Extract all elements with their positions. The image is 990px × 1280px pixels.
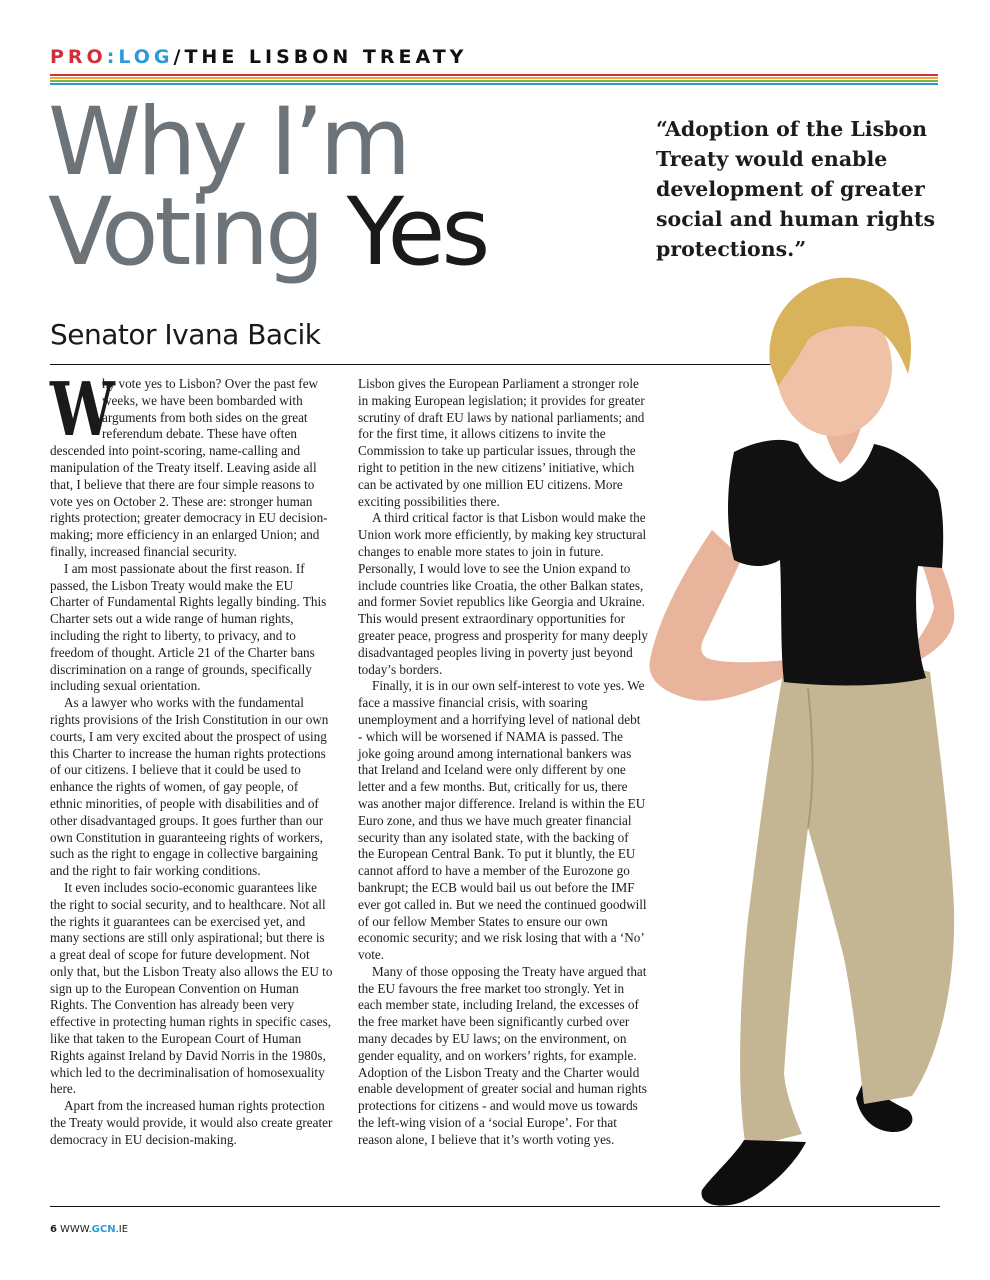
page-number: 6: [50, 1224, 57, 1235]
headline-line-2: [48, 178, 487, 287]
header-stripe: [50, 77, 938, 79]
section-label-log: :LOG: [106, 46, 174, 68]
paragraph-text: hy vote yes to Lisbon? Over the past few weeks, we have been bombarded with arguments from both sides on the great referendum debate. These have often descended into point-scoring, name-calling and manipulation of the Treaty itself. Leaving aside all that, I believe that there are four simple reasons to vote yes on October 2. These are: stronger human rights protection; greater democracy in EU decision-making; more efficiency in an enlarged Union; and finally, increased financial security.: [50, 376, 328, 559]
section-topic: THE LISBON TREATY: [184, 46, 468, 68]
author-byline: Senator Ivana Bacik: [50, 318, 321, 351]
section-label-pro: PRO: [50, 46, 107, 68]
headline-voting: Voting: [48, 178, 347, 287]
article-paragraph: I am most passionate about the first reason. If passed, the Lisbon Treaty would make the EU Charter of Fundamental Rights legally binding. This Charter sets out a wide range of human rights, including the right to liberty, to privacy, and to freedom of thought. Article 21 of the Charter bans discrimination on a range of grounds, specifically including sexual orientation.: [50, 560, 327, 694]
article-paragraph: Finally, it is in our own self-interest to vote yes. We face a massive financial crisis, with soaring unemployment and a horrifying level of national debt - which will be worsened if NAMA is passed. The joke going around among international bankers was that Ireland and Iceland were only different by one letter and a few months. But, critically for us, there was another major difference. Ireland is within the EU Euro zone, and thus we have much greater financial security than any isolated state, with the backing of the European Central Bank. To put it bluntly, the EU cannot afford to have a member of the Eurozone go bankrupt; the ECB would bail us out before the IMF ever got called in. But we need the continued goodwill of our fellow Member States to ensure our own economic security; and we risk losing that with a ‘No’ vote.: [358, 678, 647, 963]
article-paragraph: Many of those opposing the Treaty have argued that the EU favours the free market too strongly. Yet in each member state, including Ireland, the excesses of the free market have been significantly curbed over many decades by EU laws; on the environment, on gender equality, and on workers’ rights, for example. Adoption of the Lisbon Treaty and the Charter would enable development of greater social and human rights protections for citizens - and would move us towards the left-wing vision of a ‘social Europe’. For that reason alone, I believe that it’s worth voting yes.: [358, 963, 647, 1147]
divider-bottom: [50, 1206, 940, 1207]
site-brand: GCN: [91, 1224, 116, 1235]
article-paragraph: [50, 367, 333, 561]
headline-yes: Yes: [346, 178, 487, 287]
article-headline: [48, 88, 487, 287]
article-paragraph: Apart from the increased human rights protection the Treaty would provide, it would also create greater democracy in EU decision-making.: [50, 1098, 333, 1147]
author-portrait-photo: [638, 268, 968, 1214]
section-header: [50, 46, 467, 68]
headline-line-1: Why I’m: [48, 88, 408, 197]
article-paragraph: It even includes socio-economic guarantees like the right to social security, and to healthcare. Not all the rights it guarantees can be exercised yet, and many sections are still only aspirational; but there is a great deal of scope for future development. Not only that, but the Lisbon Treaty also allows the EU to sign up to the European Convention on Human Rights. The Convention has already been very effective in protecting human rights in specific cases, like that taken to the European Court of Human Rights against Ireland by David Norris in the 1980s, which led to the decriminalisation of homosexuality here.: [50, 879, 333, 1097]
header-stripe: [50, 80, 938, 82]
section-separator: /: [173, 46, 185, 68]
article-column-left: [50, 367, 333, 1149]
page-footer: [50, 1224, 128, 1235]
header-stripe: [50, 83, 938, 85]
article-column-middle: [358, 376, 648, 1149]
site-suffix: .IE: [115, 1224, 129, 1235]
drop-cap: W: [50, 367, 115, 453]
portrait-figure: [649, 278, 954, 1206]
site-prefix: WWW.: [59, 1224, 92, 1235]
header-color-stripes: [50, 74, 938, 86]
article-paragraph: A third critical factor is that Lisbon would make the Union work more efficiently, by making key structural changes to enable more states to join in future. Personally, I would love to see the Union expand to include countries like Croatia, the other Balkan states, and former Soviet republics like Georgia and Ukraine. This would present extraordinary opportunities for greater peace, progress and prosperity for many deeply disadvantaged peoples living in poverty just beyond today’s borders.: [358, 510, 649, 677]
header-stripe: [50, 74, 938, 76]
pull-quote: “Adoption of the Lisbon Treaty would enable development of greater social and human rights protections.”: [656, 117, 936, 261]
article-paragraph: As a lawyer who works with the fundamental rights provisions of the Irish Constitution in our own courts, I am very excited about the prospect of using this Charter to increase the human rights protections of our citizens. I believe that it could be used to enhance the rights of women, of gay people, of ethnic minorities, of people with disabilities and of other disadvantaged groups. It goes further than our own Constitution in guaranteeing rights of workers, such as the right to engage in collective bargaining and the right to fair working conditions.: [50, 695, 329, 879]
article-paragraph: Lisbon gives the European Parliament a stronger role in making European legislation; it provides for greater scrutiny of draft EU laws by national parliaments; and for the first time, it allows citizens to invite the Commission to take up particular issues, through the right to petition in the new citizens’ initiative, which can be activated by one million EU citizens. More exciting possibilities there.: [358, 376, 645, 509]
